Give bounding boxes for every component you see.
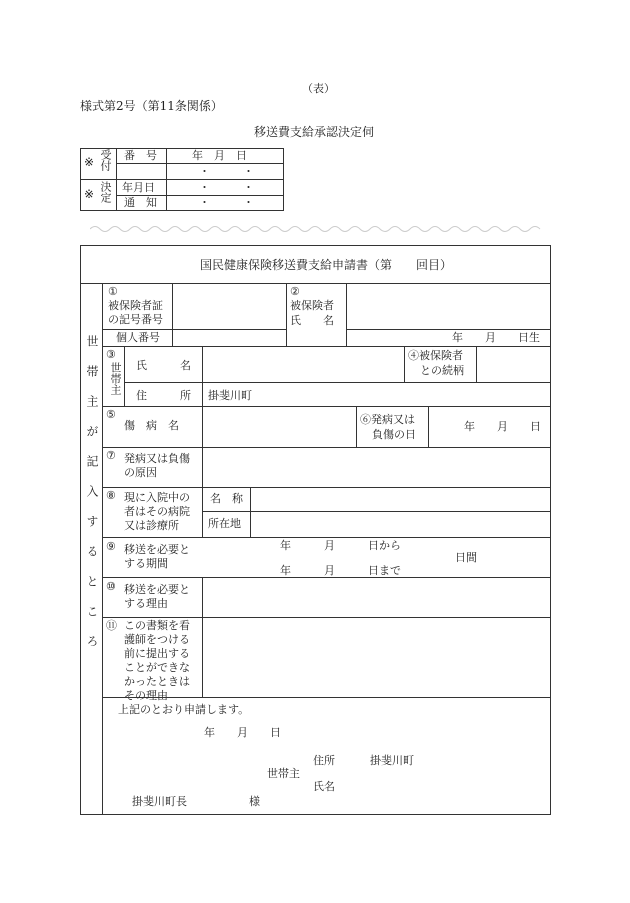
f8-num: ⑧ — [106, 489, 116, 502]
ymd-header: 年 月 日 — [192, 149, 247, 162]
householder-label: 世帯主 — [267, 767, 300, 780]
notice-label: 通 知 — [124, 196, 157, 209]
f11-label: この書類を看護師をつける前に提出することができなかったときはその理由 — [124, 619, 190, 702]
mayor-label: 掛斐川町長 — [132, 795, 187, 808]
name-label: 氏 名 — [136, 359, 191, 372]
f5-label: 傷 病 名 — [124, 419, 179, 432]
dot: ・ — [243, 196, 254, 209]
f6-label2: 負傷の日 — [372, 428, 416, 441]
f4-label2: との続柄 — [420, 364, 464, 377]
sama-label: 様 — [249, 795, 260, 808]
receipt-mark: ※ — [84, 155, 95, 169]
f9-num: ⑨ — [106, 540, 116, 553]
f2-label2: 氏 名 — [290, 314, 334, 327]
f1-label: 被保険者証の記号番号 — [108, 299, 163, 326]
hospital-name-label: 名 称 — [210, 492, 243, 505]
f5-num: ⑤ — [106, 408, 116, 421]
addr-value: 掛斐川町 — [370, 754, 414, 767]
f2-num: ② — [290, 285, 300, 298]
apply-text: 上記のとおり申請します。 — [118, 703, 250, 716]
f3-side: 世帯主 — [109, 362, 122, 395]
form-number: 様式第2号（第11条関係） — [80, 99, 223, 113]
f3-num: ③ — [106, 348, 116, 361]
f6-date: 年 月 日 — [464, 420, 541, 433]
addr-label: 住所 — [313, 754, 335, 767]
f1-num: ① — [108, 285, 118, 298]
dot: ・ — [199, 196, 210, 209]
apply-date: 年 月 日 — [204, 726, 281, 739]
dot: ・ — [199, 165, 210, 178]
form-title: 国民健康保険移送費支給申請書（第 回目） — [200, 258, 453, 272]
wavy-divider — [90, 224, 542, 234]
decision-label: 決定 — [99, 181, 112, 203]
receipt-label: 受付 — [99, 149, 112, 171]
f7-label: 発病又は負傷の原因 — [124, 452, 190, 479]
f2-label1: 被保険者 — [290, 299, 334, 312]
period-days: 日間 — [455, 551, 477, 564]
side-vertical-label: 世帯主が記入するところ — [85, 335, 99, 665]
dot: ・ — [243, 181, 254, 194]
address-value: 掛斐川町 — [208, 389, 252, 402]
birth-date: 年 月 日生 — [452, 331, 540, 344]
personal-number-label: 個人番号 — [116, 331, 160, 344]
period-to: 年 月 日まで — [280, 564, 401, 577]
f9-label: 移送を必要とする期間 — [124, 543, 190, 570]
hospital-place-label: 所在地 — [208, 517, 241, 530]
period-from: 年 月 日から — [280, 539, 401, 552]
f7-num: ⑦ — [106, 449, 116, 462]
ymd-label: 年月日 — [122, 181, 155, 194]
f4-label1: ④被保険者 — [408, 349, 463, 362]
f10-label: 移送を必要とする理由 — [124, 583, 190, 610]
f6-label1: ⑥発病又は — [360, 413, 415, 426]
dot: ・ — [243, 165, 254, 178]
decision-mark: ※ — [84, 187, 95, 201]
address-label: 住 所 — [136, 389, 191, 402]
side-label: （表） — [302, 82, 335, 95]
f8-label: 現に入院中の者はその病院又は診療所 — [124, 491, 190, 532]
f11-num: ⑪ — [106, 619, 117, 632]
f10-num: ⑩ — [106, 580, 116, 593]
name-label-2: 氏名 — [313, 780, 335, 793]
dot: ・ — [199, 181, 210, 194]
number-label: 番 号 — [124, 149, 157, 162]
approval-title: 移送費支給承認決定伺 — [254, 125, 375, 139]
